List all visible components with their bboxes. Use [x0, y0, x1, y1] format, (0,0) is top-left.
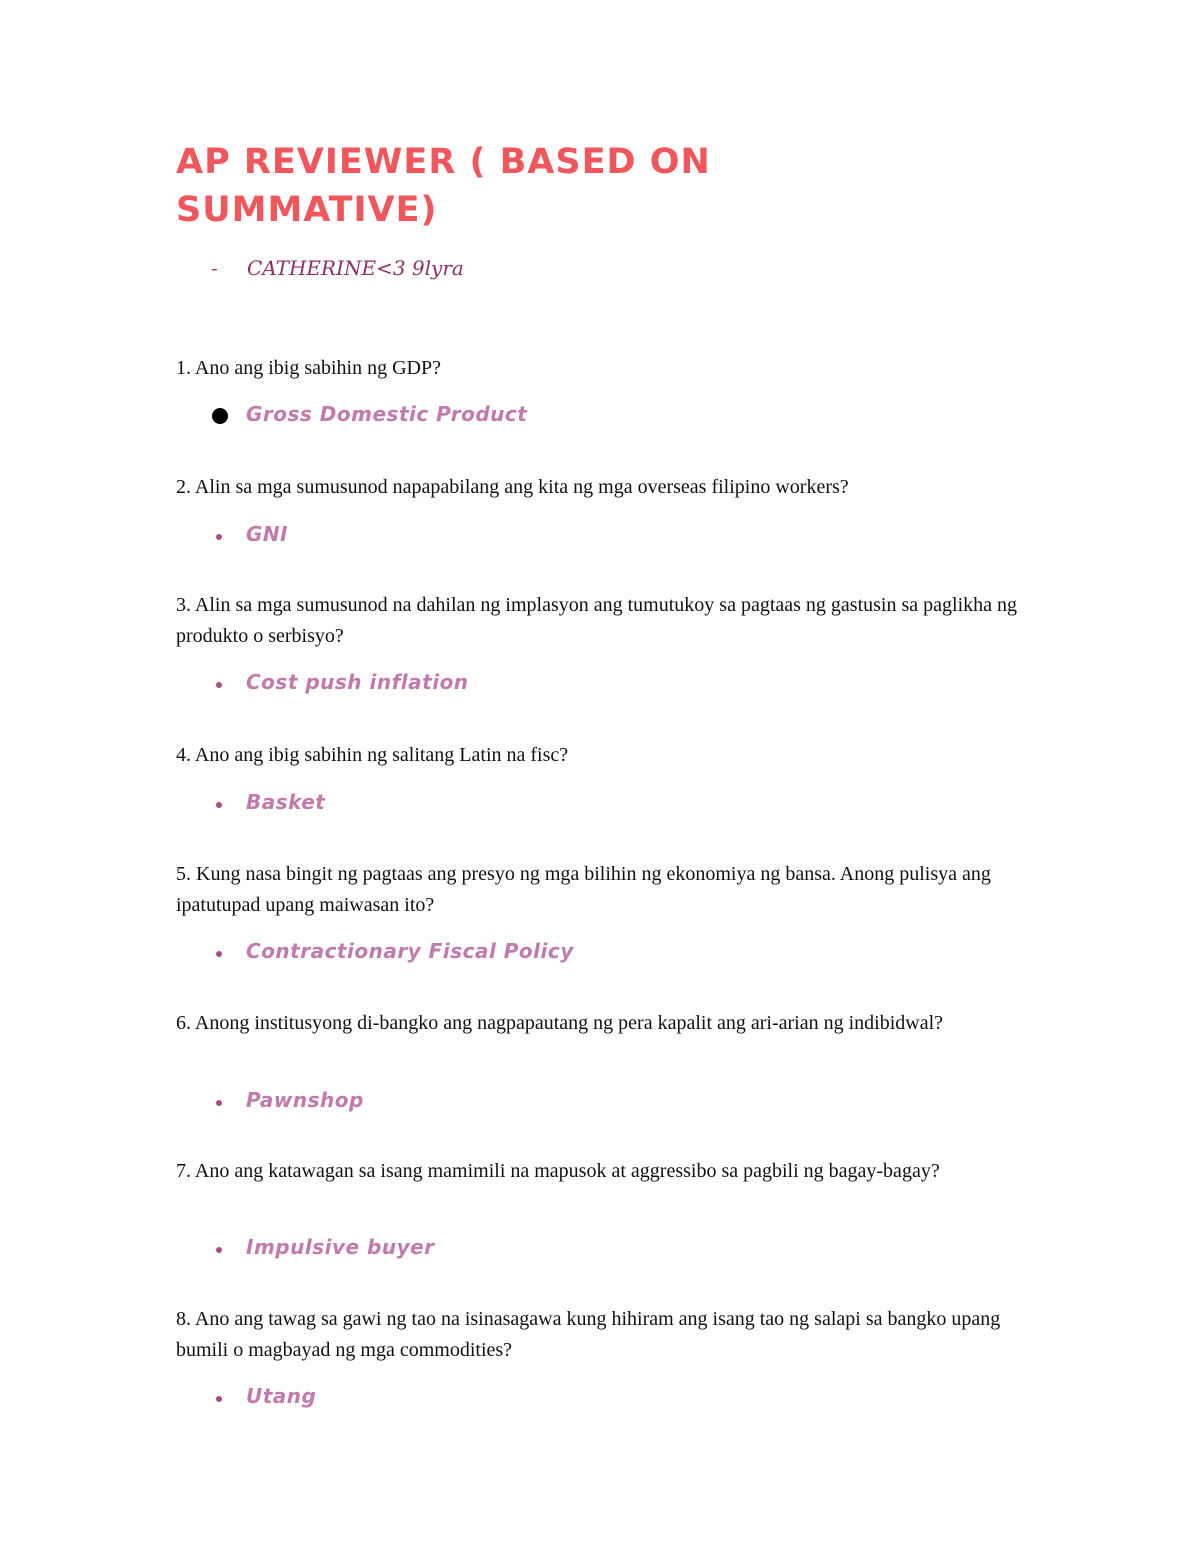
answer-6 — [212, 1088, 364, 1112]
question-8: 8. Ano ang tawag sa gawi ng tao na isinasagawa kung hihiram ang isang tao ng salapi sa bangko upang bumili o magbayad ng mga commodities? — [176, 1308, 1001, 1361]
answer-text: Impulsive buyer — [246, 1235, 435, 1259]
bullet-dot-icon — [216, 1100, 222, 1106]
answer-4 — [212, 790, 325, 814]
bullet-dot-icon — [216, 1247, 222, 1253]
question-3: 3. Alin sa mga sumusunod na dahilan ng implasyon ang tumutukoy sa pagtaas ng gastusin sa paglikha ng produkto o serbisyo? — [176, 594, 1018, 647]
author-dash: - — [211, 256, 218, 280]
answer-text: Gross Domestic Product — [246, 402, 528, 426]
author-line — [211, 256, 464, 280]
answer-text: Basket — [246, 790, 326, 814]
answer-3 — [212, 670, 469, 694]
answer-text: Cost push inflation — [246, 670, 469, 694]
question-2: 2. Alin sa mga sumusunod napapabilang ang kita ng mga overseas filipino workers? — [176, 476, 849, 498]
question-1: 1. Ano ang ibig sabihin ng GDP? — [176, 357, 441, 379]
answer-2 — [212, 522, 288, 546]
bullet-dot-icon — [216, 534, 222, 540]
answer-5 — [212, 939, 574, 963]
question-7: 7. Ano ang katawagan sa isang mamimili na mapusok at aggressibo sa pagbili ng bagay-bagay? — [176, 1160, 940, 1182]
answer-8 — [212, 1384, 316, 1408]
question-6: 6. Anong institusyong di-bangko ang nagpapautang ng pera kapalit ang ari-arian ng indibidwal? — [176, 1012, 944, 1034]
answer-text: Utang — [246, 1384, 317, 1408]
bullet-dot-icon — [216, 802, 222, 808]
answer-1 — [212, 402, 527, 426]
answer-text: GNI — [246, 522, 289, 546]
bullet-dot-icon — [216, 951, 222, 957]
answer-text: Pawnshop — [246, 1088, 364, 1112]
bullet-dot-icon — [212, 408, 228, 424]
bullet-dot-icon — [216, 1396, 222, 1402]
answer-7 — [212, 1235, 435, 1259]
question-5: 5. Kung nasa bingit ng pagtaas ang presyo ng mga bilihin ng ekonomiya ng bansa. Anong pulisya ang ipatutupad upang maiwasan ito? — [176, 863, 991, 916]
author-name: CATHERINE<3 9lyra — [247, 256, 464, 280]
document-title: AP REVIEWER ( BASED ON SUMMATIVE) — [176, 142, 711, 230]
question-4: 4. Ano ang ibig sabihin ng salitang Latin na fisc? — [176, 744, 569, 766]
answer-text: Contractionary Fiscal Policy — [246, 939, 574, 963]
bullet-dot-icon — [216, 682, 222, 688]
